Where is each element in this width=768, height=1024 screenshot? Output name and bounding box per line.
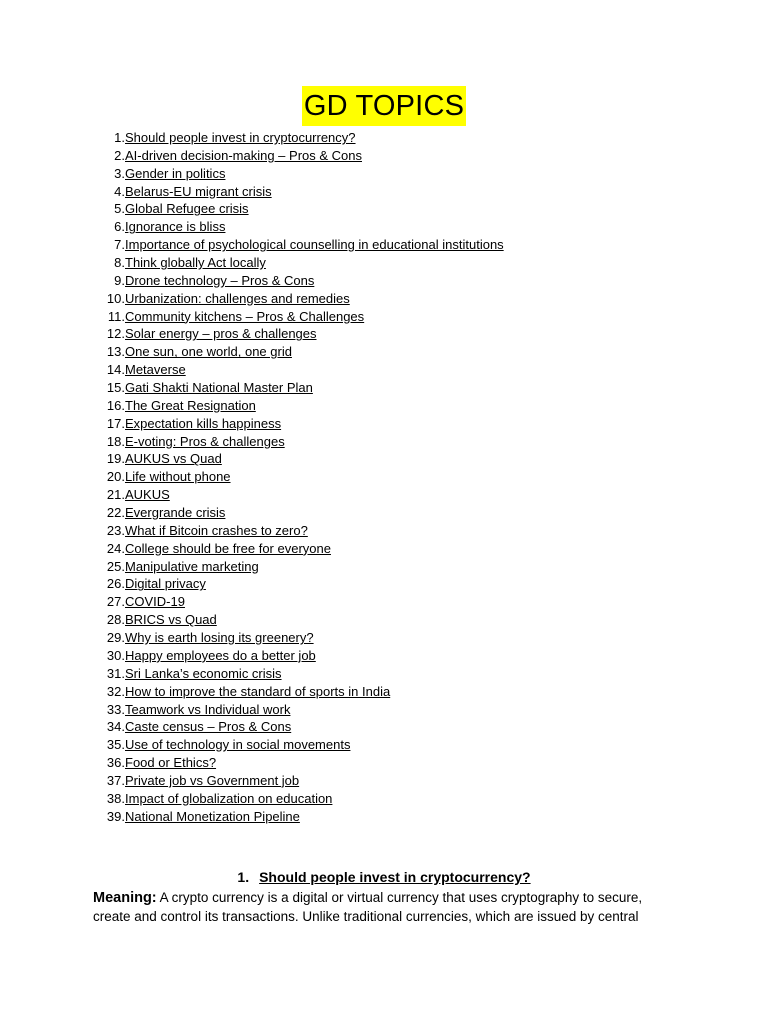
list-item-number <box>92 468 125 486</box>
topic-list <box>92 129 504 826</box>
topic-link[interactable]: Should people invest in cryptocurrency? <box>125 130 356 145</box>
list-item-number <box>92 683 125 701</box>
topic-link[interactable]: Happy employees do a better job <box>125 647 316 663</box>
list-item <box>92 736 504 754</box>
topic-link[interactable]: Teamwork vs Individual work <box>125 701 291 717</box>
list-item-number-text: 1. <box>114 130 125 145</box>
list-item-number-text: 25. <box>106 558 125 574</box>
topic-link[interactable]: Drone technology – Pros & Cons <box>125 272 315 288</box>
list-item <box>92 718 504 736</box>
list-item <box>92 754 504 772</box>
list-item <box>92 540 504 558</box>
topic-link[interactable]: Private job vs Government job <box>125 772 300 788</box>
list-item <box>92 808 504 826</box>
list-item-number-text: 3. <box>114 165 125 181</box>
list-item-number <box>92 736 125 754</box>
list-item <box>92 611 504 629</box>
list-item-number <box>92 718 125 736</box>
list-item-number-text: 6. <box>114 219 125 235</box>
list-item <box>92 379 504 397</box>
list-item-number <box>92 397 125 415</box>
list-item-number <box>92 450 125 468</box>
list-item <box>92 236 504 254</box>
topic-link[interactable]: National Monetization Pipeline <box>125 808 300 824</box>
list-item <box>92 129 504 147</box>
meaning-paragraph <box>93 889 683 926</box>
topic-link[interactable]: What if Bitcoin crashes to zero? <box>125 522 308 538</box>
topic-link[interactable]: COVID-19 <box>125 594 185 610</box>
list-item-number <box>92 486 125 504</box>
topic-link[interactable]: One sun, one world, one grid <box>125 344 292 360</box>
list-item-number <box>92 325 125 343</box>
list-item-number-text: 37. <box>106 772 125 788</box>
list-item-number <box>92 647 125 665</box>
list-item-number <box>92 575 125 593</box>
topic-link[interactable]: Life without phone <box>125 469 231 485</box>
list-item-number-text: 38. <box>106 790 125 806</box>
list-item-number <box>92 272 125 290</box>
list-item-number <box>92 290 125 308</box>
list-item-number <box>92 754 125 772</box>
meaning-label: Meaning: <box>93 890 157 906</box>
list-item-number-text: 21. <box>106 487 125 503</box>
topic-link[interactable]: Expectation kills happiness <box>125 415 282 431</box>
topic-link[interactable]: Sri Lanka’s economic crisis <box>125 665 282 681</box>
list-item-number-text: 28. <box>106 612 125 628</box>
list-item-number-text: 22. <box>106 505 125 521</box>
topic-link[interactable]: Importance of psychological counselling in educational institutions <box>125 237 504 253</box>
list-item-number-text: 9. <box>114 272 125 288</box>
list-item <box>92 504 504 522</box>
list-item <box>92 272 504 290</box>
list-item-number-text: 8. <box>114 255 125 271</box>
list-item <box>92 433 504 451</box>
list-item-number <box>92 558 125 576</box>
section-number: 1. <box>237 869 250 885</box>
topic-link[interactable]: College should be free for everyone <box>125 540 331 556</box>
list-item-number-text: 14. <box>106 362 125 378</box>
list-item-number-text: 2. <box>114 147 125 163</box>
list-item-number <box>92 665 125 683</box>
list-item-number-text: 29. <box>106 630 125 646</box>
topic-link[interactable]: How to improve the standard of sports in India <box>125 683 391 699</box>
list-item-number <box>92 129 125 147</box>
topic-link[interactable]: AUKUS vs Quad <box>125 451 222 467</box>
list-item-number-text: 4. <box>114 183 125 199</box>
list-item-number <box>92 236 125 254</box>
list-item <box>92 790 504 808</box>
list-item-number <box>92 611 125 629</box>
list-item <box>92 308 504 326</box>
list-item-number-text: 30. <box>106 647 125 663</box>
list-item-number <box>92 433 125 451</box>
list-item-number-text: 26. <box>106 576 125 592</box>
list-item-number <box>92 522 125 540</box>
list-item-number-text: 19. <box>106 451 125 467</box>
topic-link[interactable]: The Great Resignation <box>125 397 256 413</box>
topic-link[interactable]: Metaverse <box>125 362 186 378</box>
list-item-number-text: 13. <box>106 344 125 360</box>
list-item-number-text: 31. <box>106 665 125 681</box>
list-item-number <box>92 147 125 165</box>
topic-link[interactable]: AUKUS <box>125 487 170 503</box>
topic-link[interactable]: Evergrande crisis <box>125 505 226 521</box>
list-item-number-text: 27. <box>106 594 125 610</box>
list-item <box>92 218 504 236</box>
topic-link[interactable]: Community kitchens – Pros & Challenges <box>125 308 365 324</box>
list-item-number <box>92 790 125 808</box>
list-item-number <box>92 254 125 272</box>
list-item <box>92 522 504 540</box>
list-item-number-text: 5. <box>114 201 125 217</box>
list-item-number-text: 32. <box>106 683 125 699</box>
meaning-text: A crypto currency is a digital or virtual currency that uses cryptography to secure, create and control its transactions. Unlike traditional currencies, which are issued by central <box>93 890 643 924</box>
list-item <box>92 415 504 433</box>
list-item-number <box>92 183 125 201</box>
list-item-number <box>92 629 125 647</box>
list-item-number-text: 12. <box>106 326 125 342</box>
topic-link[interactable]: Impact of globalization on education <box>125 790 333 806</box>
list-item-number <box>92 361 125 379</box>
list-item-number-text: 34. <box>106 719 125 735</box>
list-item-number-text: 15. <box>106 380 125 396</box>
list-item <box>92 183 504 201</box>
list-item-number <box>92 343 125 361</box>
list-item-number <box>92 218 125 236</box>
page-title: GD TOPICS <box>302 86 466 126</box>
list-item <box>92 200 504 218</box>
list-item <box>92 397 504 415</box>
list-item <box>92 593 504 611</box>
list-item-number-text: 20. <box>106 469 125 485</box>
list-item-number <box>92 415 125 433</box>
list-item-number <box>92 200 125 218</box>
topic-link[interactable]: Urbanization: challenges and remedies <box>125 290 350 306</box>
list-item <box>92 254 504 272</box>
list-item <box>92 701 504 719</box>
list-item-number-text: 18. <box>106 433 125 449</box>
list-item <box>92 647 504 665</box>
list-item-number <box>92 701 125 719</box>
list-item-number <box>92 772 125 790</box>
list-item-number <box>92 379 125 397</box>
list-item-number <box>92 308 125 326</box>
list-item-number <box>92 808 125 826</box>
topic-link[interactable]: Gati Shakti National Master Plan <box>125 380 313 396</box>
list-item <box>92 486 504 504</box>
list-item-number-text: 39. <box>106 808 125 824</box>
list-item-number <box>92 504 125 522</box>
topic-link[interactable]: Solar energy – pros & challenges <box>125 326 317 342</box>
list-item-number <box>92 165 125 183</box>
section-heading <box>0 867 768 887</box>
list-item <box>92 325 504 343</box>
list-item-number-text: 10. <box>106 290 125 306</box>
list-item-number-text: 16. <box>106 397 125 413</box>
title-wrapper <box>0 86 768 126</box>
topic-link[interactable]: E-voting: Pros & challenges <box>125 433 285 449</box>
topic-link[interactable]: Gender in politics <box>125 165 226 181</box>
list-item-number-text: 35. <box>106 737 125 753</box>
topic-link[interactable]: Digital privacy <box>125 576 206 592</box>
topic-link[interactable]: Caste census – Pros & Cons <box>125 719 292 735</box>
list-item <box>92 290 504 308</box>
topic-link[interactable]: Belarus-EU migrant crisis <box>125 183 272 199</box>
list-item <box>92 665 504 683</box>
list-item <box>92 450 504 468</box>
list-item-number-text: 24. <box>106 540 125 556</box>
list-item-number <box>92 593 125 611</box>
list-item-number-text: 7. <box>114 237 125 253</box>
list-item <box>92 165 504 183</box>
topic-link[interactable]: Global Refugee crisis <box>125 201 249 217</box>
topic-link[interactable]: AI-driven decision-making – Pros & Cons <box>125 147 362 163</box>
topic-link[interactable]: Manipulative marketing <box>125 558 259 574</box>
list-item <box>92 772 504 790</box>
topic-link[interactable]: BRICS vs Quad <box>125 612 217 628</box>
section-heading-text: Should people invest in cryptocurrency? <box>259 869 531 885</box>
topic-link[interactable]: Use of technology in social movements <box>125 737 351 753</box>
list-item-number-text: 23. <box>106 522 125 538</box>
list-item <box>92 629 504 647</box>
list-item <box>92 468 504 486</box>
topic-link[interactable]: Why is earth losing its greenery? <box>125 630 314 646</box>
list-item <box>92 575 504 593</box>
topic-link[interactable]: Food or Ethics? <box>125 755 217 771</box>
list-item-number-text: 36. <box>106 755 125 771</box>
list-item <box>92 147 504 165</box>
list-item <box>92 361 504 379</box>
list-item <box>92 558 504 576</box>
list-item-number-text: 11. <box>107 308 125 324</box>
list-item-number <box>92 540 125 558</box>
list-item <box>92 343 504 361</box>
list-item <box>92 683 504 701</box>
topic-link[interactable]: Ignorance is bliss <box>125 219 226 235</box>
list-item-number-text: 17. <box>106 415 125 431</box>
topic-link[interactable]: Think globally Act locally <box>125 255 266 271</box>
list-item-number-text: 33. <box>106 701 125 717</box>
